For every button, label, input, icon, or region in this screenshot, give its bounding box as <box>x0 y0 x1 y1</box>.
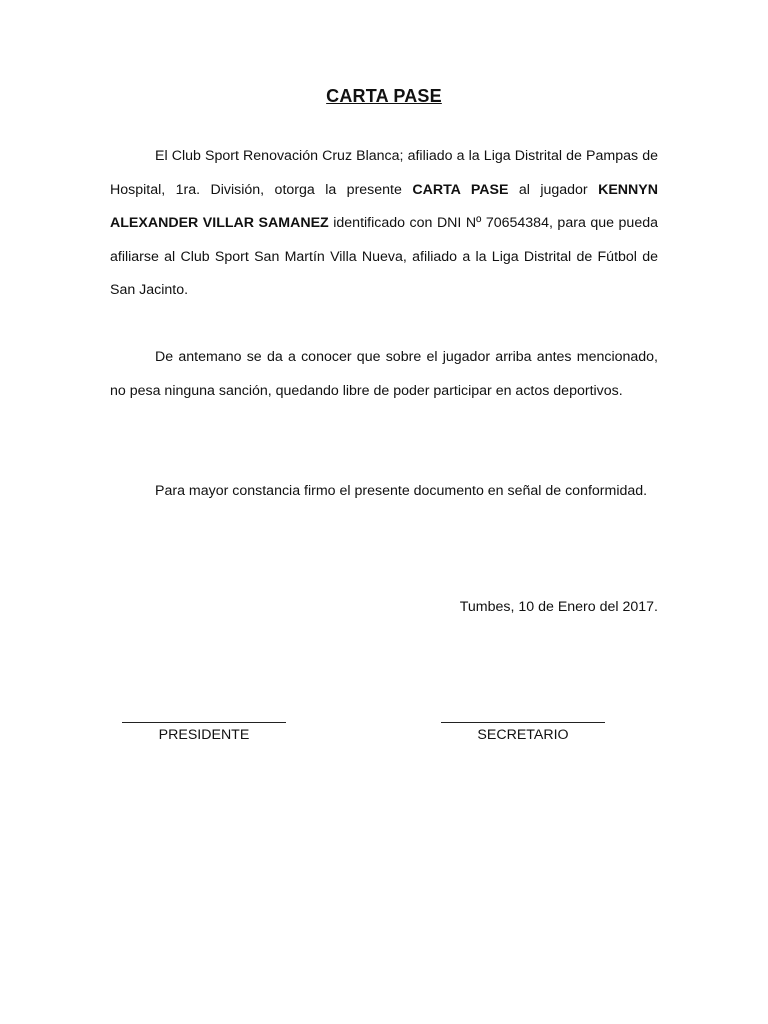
paragraph-1-text-c: identificado con DNI Nº 70654384, para que pueda afiliarse al Club Sport San Martín Villa Nueva, afiliado a la Liga Distrital de Fútbol de San Jacinto. <box>110 215 658 299</box>
paragraph-2: De antemano se da a conocer que sobre el jugador arriba antes mencionado, no pesa ninguna sanción, quedando libre de poder participar en actos deportivos. <box>110 349 658 399</box>
signature-label-president: PRESIDENTE <box>158 727 250 743</box>
paragraph-1-bold-player-name: KENNYN ALEXANDER VILLAR SAMANEZ <box>110 181 659 232</box>
signature-block-president <box>122 704 286 743</box>
signature-line-secretary <box>441 722 605 723</box>
paragraph-1-text-b: al jugador <box>508 181 599 198</box>
document-date: Tumbes, 10 de Enero del 2017. <box>459 599 658 615</box>
paragraph-1-text-a: El Club Sport Renovación Cruz Blanca; afiliado a la Liga Distrital de Pampas de Hospital, 1ra. División, otorga la presente <box>110 148 658 198</box>
paragraph-3: Para mayor constancia firmo el presente documento en señal de conformidad. <box>155 483 648 499</box>
signature-label-secretary: SECRETARIO <box>477 727 569 743</box>
document-title: CARTA PASE <box>326 86 442 106</box>
signature-block-secretary <box>441 704 605 743</box>
paragraph-1 <box>110 140 658 308</box>
signature-line-president <box>122 722 286 723</box>
paragraph-1-bold-carta-pase: CARTA PASE <box>412 181 509 198</box>
